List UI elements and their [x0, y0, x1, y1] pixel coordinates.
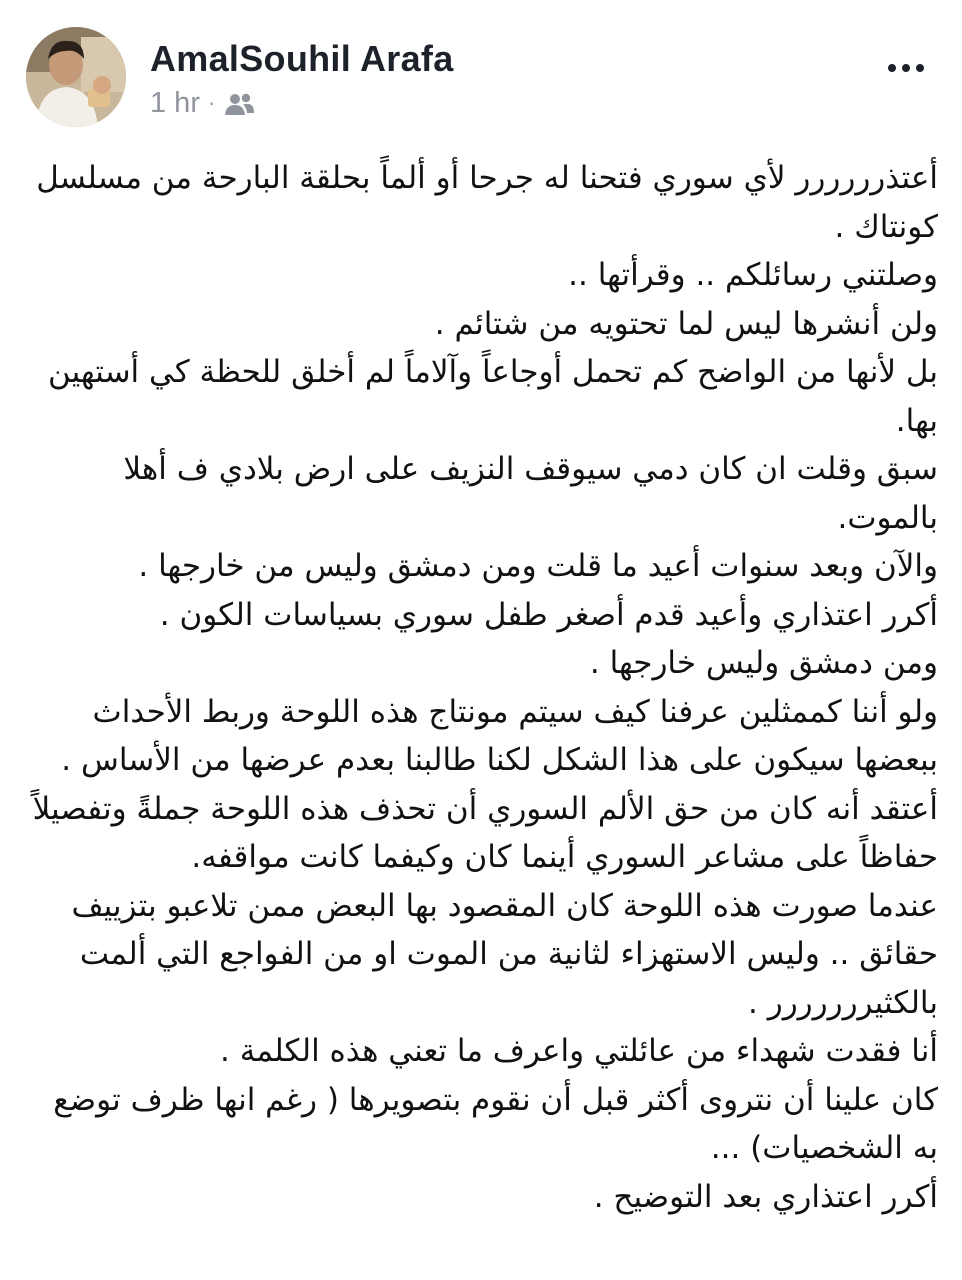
post-paragraph: وصلتني رسائلكم .. وقرأتها ..: [568, 257, 938, 293]
post-paragraph: عندما صورت هذه اللوحة كان المقصود بها البعض ممن تلاعبو بتزييف حقائق .. وليس الاستهزاء لثانية من الموت او من الفواجع التي ألمت بالكثيررررررر .: [71, 887, 938, 1021]
avatar-image: [26, 27, 126, 127]
post-paragraph: أكرر اعتذاري بعد التوضيح .: [593, 1178, 938, 1215]
meta-separator: ·: [207, 90, 216, 115]
post-paragraph: بل لأنها من الواضح كم تحمل أوجاعاً وآلاماً لم أخلق للحظة كي أستهين بها.: [47, 354, 938, 439]
post-paragraph: أكرر اعتذاري وأعيد قدم أصغر طفل سوري بسياسات الكون .: [159, 596, 938, 633]
post-timestamp[interactable]: 1 hr: [150, 86, 200, 119]
post-text: [20, 154, 938, 1221]
post-paragraph: أعتقد أنه كان من حق الألم السوري أن تحذف هذه اللوحة جملةً وتفصيلاً حفاظاً على مشاعر السوري أينما كان وكيفما كانت مواقفه.: [32, 790, 938, 875]
post-meta: [150, 86, 255, 120]
author-name[interactable]: AmalSouhil Arafa: [150, 38, 454, 79]
post-paragraph: كان علينا أن نتروى أكثر قبل أن نقوم بتصويرها ( رغم انها ظرف توضع به الشخصيات) ...: [53, 1081, 938, 1166]
post-paragraph: أعتذرررررر لأي سوري فتحنا له جرحا أو ألماً بحلقة البارحة من مسلسل كونتاك .: [36, 160, 938, 245]
post-paragraph: أنا فقدت شهداء من عائلتي واعرف ما تعني هذه الكلمة .: [220, 1033, 938, 1069]
more-options-button[interactable]: [876, 50, 936, 86]
more-options-icon: [888, 64, 896, 72]
post-paragraph: والآن وبعد سنوات أعيد ما قلت ومن دمشق وليس من خارجها .: [138, 548, 938, 584]
post-paragraph: سبق وقلت ان كان دمي سيوقف النزيف على ارض بلادي ف أهلا بالموت.: [123, 451, 938, 536]
post-header: [0, 0, 962, 140]
post-paragraph: ولو أننا كممثلين عرفنا كيف سيتم مونتاج هذه اللوحة وربط الأحداث ببعضها سيكون على هذا الشكل لكنا طالبنا بعدم عرضها من الأساس .: [61, 693, 938, 778]
profile-photo[interactable]: [26, 27, 126, 127]
friends-icon[interactable]: [223, 91, 255, 115]
post-paragraph: ومن دمشق وليس خارجها .: [589, 645, 938, 681]
post-paragraph: ولن أنشرها ليس لما تحتويه من شتائم .: [434, 305, 938, 342]
